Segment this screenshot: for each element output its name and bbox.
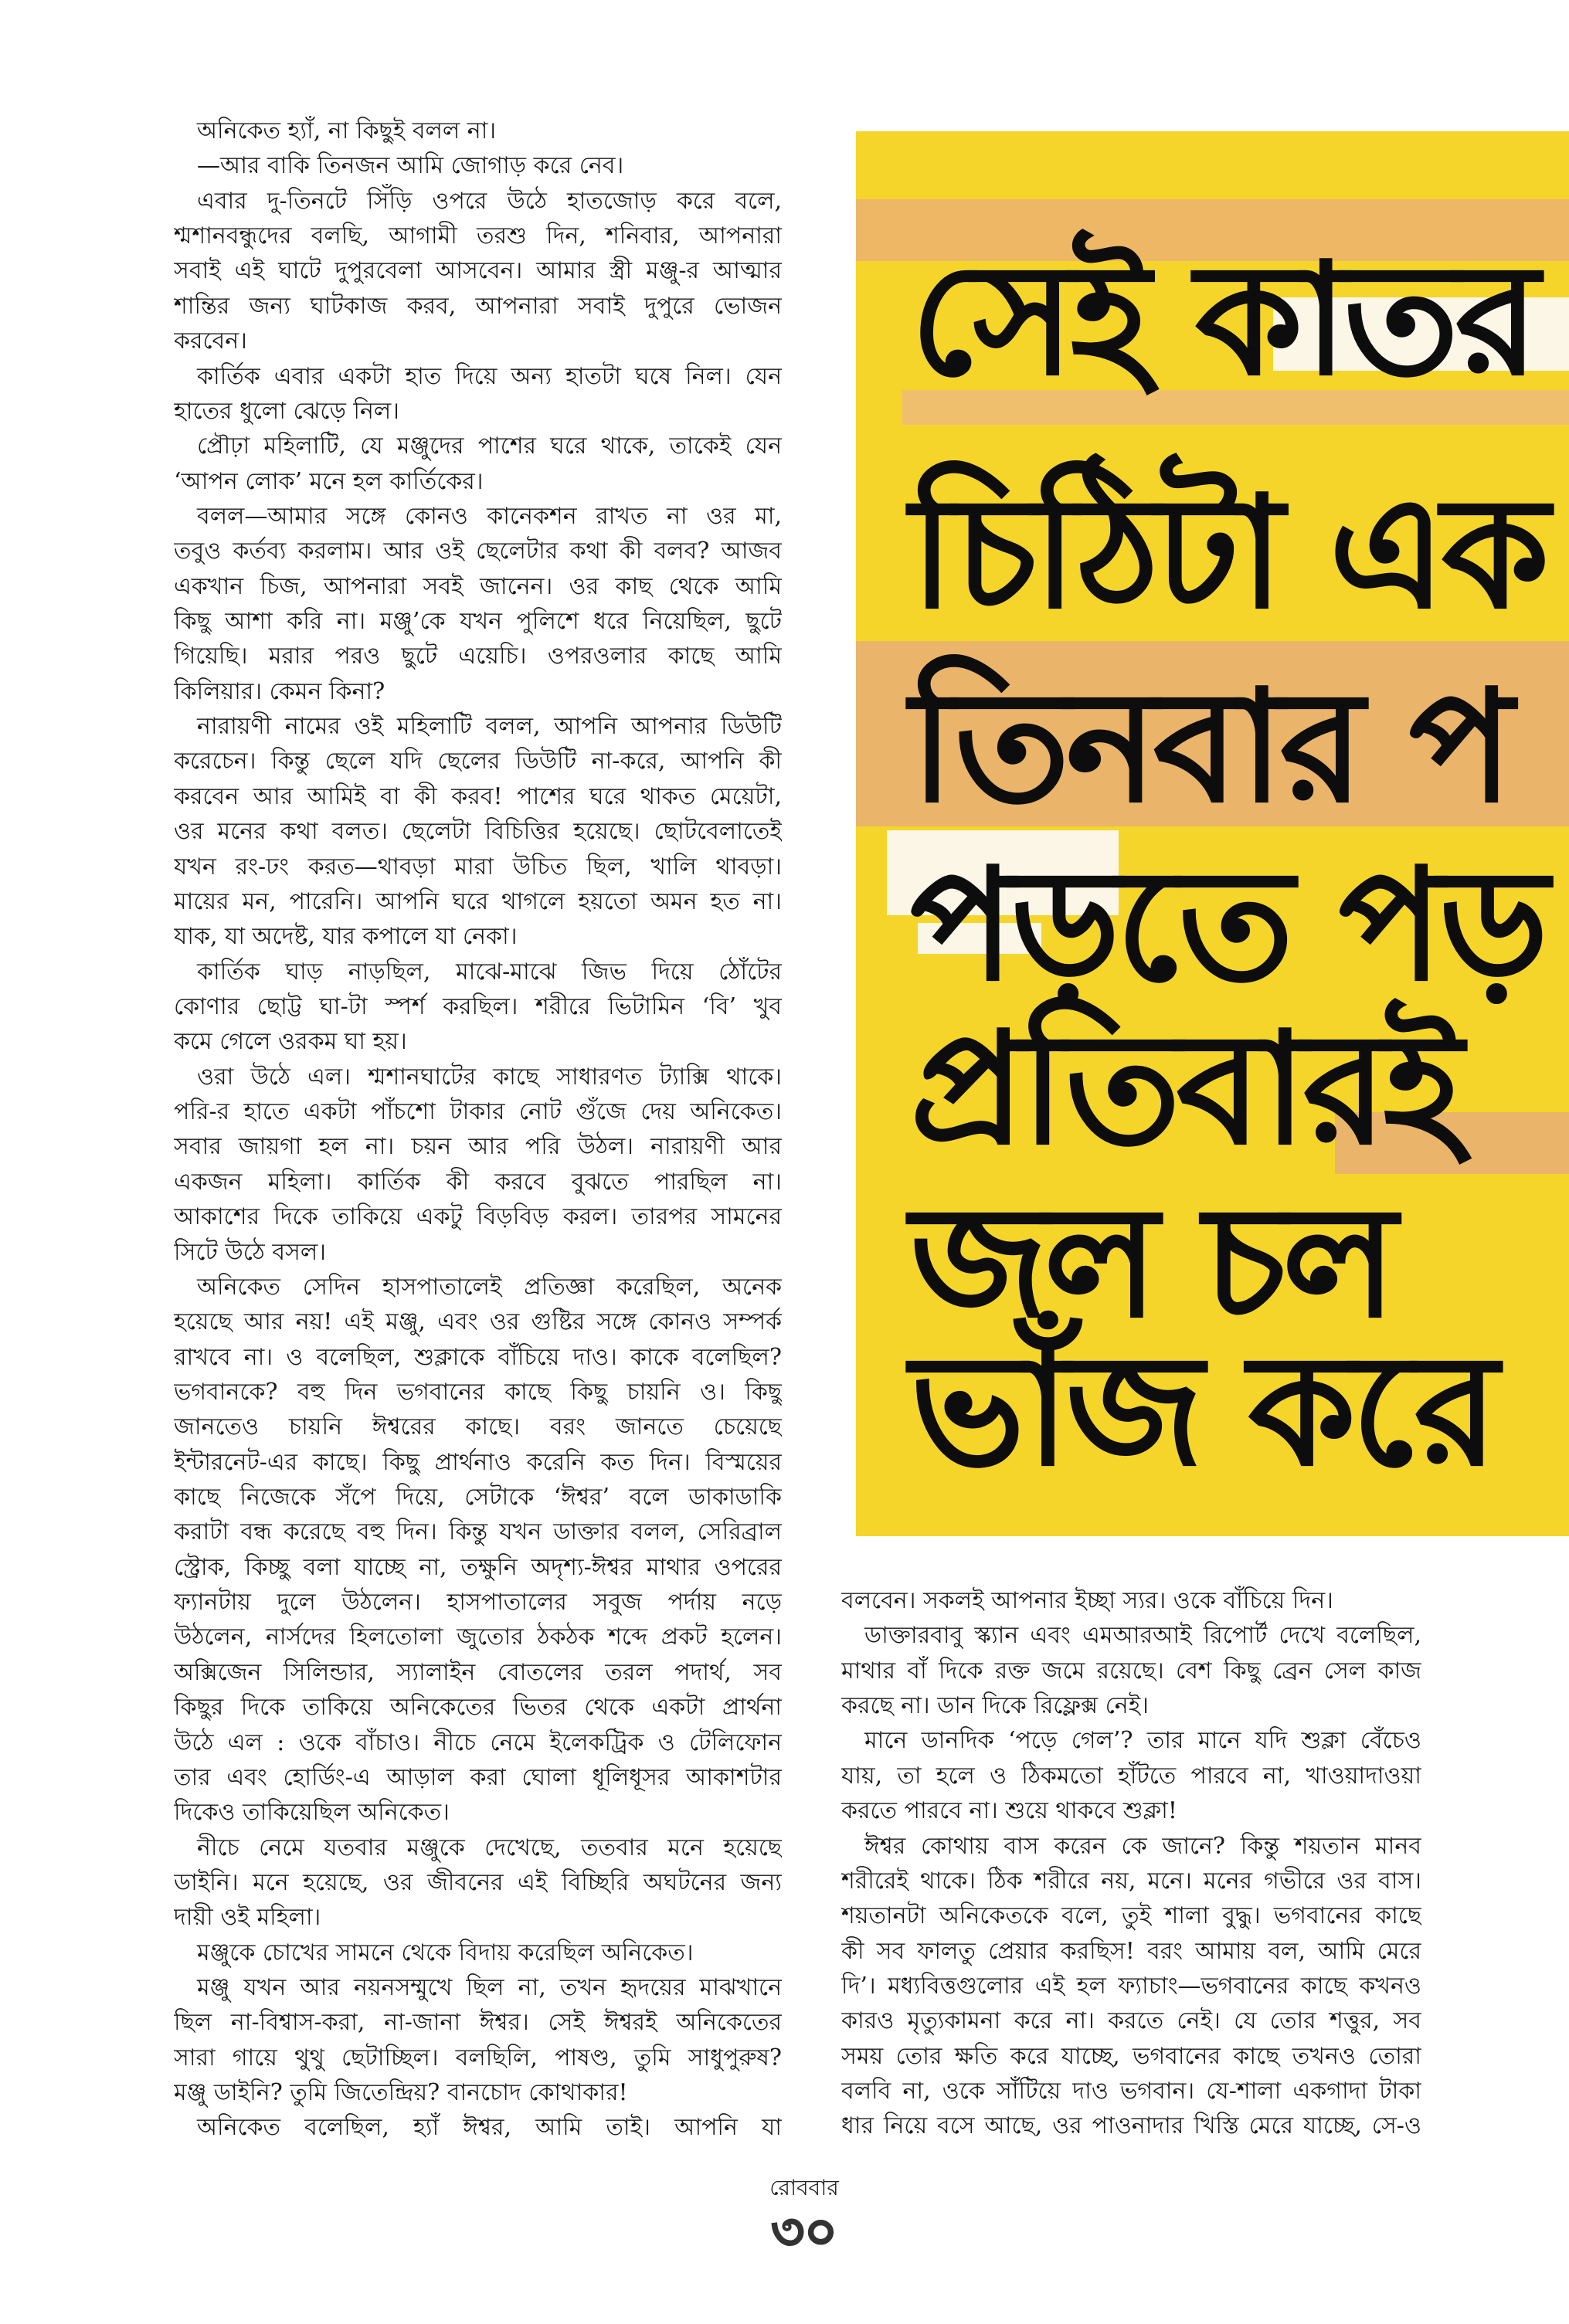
text-line: সিটে উঠে বসল। [174,1238,326,1266]
text-line: সবার জায়গা হল না। চয়ন আর পরি উঠল। নারায়ণী আর [174,1133,782,1161]
text-line: ডাক্তারবাবু স্ক্যান এবং এমআরআই রিপোর্ট দেখে বলেছিল, [864,1622,1421,1650]
text-line: মানে ডানদিক ‘পড়ে গেল’? তার মানে যদি শুক্লা বেঁচেও [864,1727,1421,1755]
text-line: সময় তোর ক্ষতি করে যাচ্ছে, ভগবানের কাছে তখনও তোরা [841,2042,1421,2070]
illustration-lettering-line: চিঠিটা এক [910,463,1545,643]
text-line: মায়ের মন, পারেনি। আপনি ঘরে থাগলে হয়তো অমন হত না। [174,887,782,915]
text-line: নীচে নেমে যতবার মঞ্জুকে দেখেছে, ততবার মনে হয়েছে [197,1834,782,1861]
text-line: দিকেও তাকিয়েছিল অনিকেত। [174,1799,450,1827]
illustration-lettering-artwork [856,131,1569,1536]
text-line: জানতেও চায়নি ঈশ্বরের কাছে। বরং জানতে চেয়েছে [174,1413,782,1441]
article-right-column [841,1583,1421,2144]
text-line: হাতের ধুলো ঝেড়ে নিল। [174,397,399,425]
text-line: ওরা উঠে এল। শ্মশানঘাটের কাছে সাধারণত ট্যাক্সি থাকে। [197,1063,782,1091]
text-line: সবাই এই ঘাটে দুপুরবেলা আসবেন। আমার স্ত্রী মঞ্জু-র আত্মার [174,257,782,285]
text-line: কিলিয়ার। কেমন কিনা? [174,677,385,705]
text-line: উঠলেন, নার্সদের হিলতোলা জুতোর ঠকঠক শব্দে প্রকট হলেন। [174,1623,782,1651]
text-line: কিছু আশা করি না। মঞ্জু’কে যখন পুলিশে ধরে নিয়েছিল, ছুটে [174,608,782,636]
text-line: শান্তির জন্য ঘাটকাজ করব, আপনারা সবাই দুপুরে ভোজন [174,292,782,320]
text-line: দি’। মধ্যবিত্তগুলোর এই হল ফ্যাচাং—ভগবানের কাছে কখনও [841,1972,1421,2000]
text-line: শরীরেই থাকে। ঠিক শরীরে নয়, মনে। মনের গভীরে ওর বাস। [841,1867,1421,1895]
text-line: ইন্টারনেট-এর কাছে। কিছু প্রার্থনাও করেনি কত দিন। বিস্ময়ের [174,1448,782,1476]
text-line: দায়ী ওই মহিলা। [174,1904,321,1932]
illustration-lettering-line: প্রতিবারই [910,999,1459,1179]
text-line: গিয়েছি। মরার পরও ছুটে এয়েচি। ওপরওলার কাছে আমি [174,643,782,670]
text-line: অনিকেত বলেছিল, হ্যাঁ ঈশ্বর, আমি তাই। আপনি যা [197,2114,782,2142]
text-line: বলবেন। সকলই আপনার ইচ্ছা স্যর। ওকে বাঁচিয়ে দিন। [841,1587,1333,1614]
text-line: ধার নিয়ে বসে আছে, ওর পাওনাদার খিস্তি মেরে যাচ্ছে, সে-ও [841,2112,1421,2140]
text-line: রাখবে না। ও বলেছিল, শুক্লাকে বাঁচিয়ে দাও। কাকে বলেছিল? [174,1343,782,1371]
text-line: বলল—আমার সঙ্গে কোনও কানেকশন রাখত না ওর মা, [197,502,782,530]
text-line: মঞ্জুকে চোখের সামনে থেকে বিদায় করেছিল অনিকেত। [197,1939,694,1966]
magazine-name: রোববার [769,2175,839,2200]
text-line: যখন রং-ঢং করত—থাবড়া মারা উচিত ছিল, খালি থাবড়া। [174,853,782,880]
text-line: একজন মহিলা। কার্তিক কী করবে বুঝতে পারছিল না। [174,1168,782,1196]
text-line: ছিল না-বিশ্বাস-করা, না-জানা ঈশ্বর। সেই ঈশ্বরই অনিকেতের [174,2009,782,2037]
text-line: পরি-র হাতে একটা পাঁচশো টাকার নোট গুঁজে দেয় অনিকেত। [174,1098,782,1126]
text-line: ওর মনের কথা বলত। ছেলেটা বিচিত্তির হয়েছে। ছোটবেলাতেই [174,818,782,846]
text-line: হয়েছে আর নয়! এই মঞ্জু, এবং ওর গুষ্টির সঙ্গে কোনও সম্পর্ক [174,1308,782,1336]
text-line: একখান চিজ, আপনারা সবই জানেন। ওর কাছ থেকে আমি [174,572,782,600]
text-line: নারায়ণী নামের ওই মহিলাটি বলল, আপনি আপনার ডিউটি [197,713,782,741]
text-line: উঠে এল : ওকে বাঁচাও। নীচে নেমে ইলেকট্রিক ও টেলিফোন [174,1729,782,1756]
article-left-column [174,114,782,2146]
text-line: কোণার ছোট্ট ঘা-টা স্পর্শ করছিল। শরীরে ভিটামিন ‘বি’ খুব [174,992,782,1020]
text-line: ফ্যানটায় দুলে উঠলেন। হাসপাতালের সবুজ পর্দায় নড়ে [174,1589,782,1617]
text-line: করবেন। [174,327,247,355]
text-line: সারা গায়ে থুথু ছেটাচ্ছিল। বলছিলি, পাষণ্ড, তুমি সাধুপুরুষ? [174,2044,782,2071]
text-line: প্রৌঢ়া মহিলাটি, যে মঞ্জুদের পাশের ঘরে থাকে, তাকেই যেন [197,433,782,460]
text-line: কার্তিক এবার একটা হাত দিয়ে অন্য হাতটা ঘষে নিল। যেন [197,362,782,390]
text-line: ঈশ্বর কোথায় বাস করেন কে জানে? কিন্তু শয়তান মানব [864,1832,1421,1860]
text-line: মাথার বাঁ দিকে রক্ত জমে রয়েছে। বেশ কিছু ব্রেন সেল কাজ [841,1657,1421,1684]
text-line: কার্তিক ঘাড় নাড়ছিল, মাঝে-মাঝে জিভ দিয়ে ঠোঁটের [197,958,782,986]
illustration-lettering-line: সেই কাতর [910,230,1535,410]
text-line: বলবি না, ওকে সাঁটিয়ে দাও ভগবান। যে-শালা একগাদা টাকা [841,2078,1421,2105]
text-line: অনিকেত সেদিন হাসপাতালেই প্রতিজ্ঞা করেছিল, অনেক [197,1273,782,1301]
text-line: তবুও কর্তব্য করলাম। আর ওই ছেলেটার কথা কী বলব? আজব [174,538,782,565]
text-line: করবেন আর আমিই বা কী করব! পাশের ঘরে থাকত মেয়েটা, [174,782,782,810]
text-line: —আর বাকি তিনজন আমি জোগাড় করে নেব। [197,152,624,180]
text-line: ভগবানকে? বহু দিন ভগবানের কাছে কিছু চায়নি ও। কিছু [174,1378,782,1406]
text-line: কারও মৃত্যুকামনা করে না। করতে নেই। যে তোর শত্তুর, সব [841,2007,1421,2035]
text-line: করাটা বন্ধ করেছে বহু দিন। কিন্তু যখন ডাক্তার বলল, সেরিব্রাল [174,1518,782,1546]
text-line: কমে গেলে ওরকম ঘা হয়। [174,1028,407,1056]
text-line: শয়তানটা অনিকেতকে বলে, তুই শালা বুদ্ধু। ভগবানের কাছে [841,1902,1421,1930]
text-line: কী সব ফালতু প্রেয়ার করছিস! বরং আমায় বল, আমি মেরে [841,1937,1421,1965]
page-number: ৩০ [771,2202,837,2261]
text-line: করেচেন। কিন্তু ছেলে যদি ছেলের ডিউটি না-করে, আপনি কী [174,748,782,775]
illustration-lettering-line: তিনবার প [910,657,1510,837]
text-line: ডাইনি। মনে হয়েছে, ওর জীবনের এই বিচ্ছিরি অঘটনের জন্য [174,1868,782,1896]
illustration-lettering-line: জল চল [910,1172,1393,1352]
text-line: অনিকেত হ্যাঁ, না কিছুই বলল না। [197,117,497,144]
illustration-lettering-line: ভাঁজ করে [910,1321,1494,1501]
text-line: ‘আপন লোক’ মনে হল কার্তিকের। [174,467,484,495]
text-line: কাছে নিজেকে সঁপে দিয়ে, সেটাকে ‘ঈশ্বর’ বলে ডাকাডাকি [174,1484,782,1511]
text-line: করতে পারবে না। শুয়ে থাকবে শুক্লা! [841,1797,1177,1825]
text-line: আকাশের দিকে তাকিয়ে একটু বিড়বিড় করল। তারপর সামনের [174,1203,782,1231]
text-line: যায়, তা হলে ও ঠিকমতো হাঁটতে পারবে না, খাওয়াদাওয়া [841,1762,1421,1790]
text-line: অক্সিজেন সিলিন্ডার, স্যালাইন বোতলের তরল পদার্থ, সব [174,1658,782,1686]
text-line: স্ট্রোক, কিচ্ছু বলা যাচ্ছে না, তক্ষুনি অদৃশ্য-ঈশ্বর মাথার ওপরের [174,1553,782,1581]
illustration-lettering-line: পড়তে পড় [910,836,1545,1016]
text-line: শ্মশানবন্ধুদের বলছি, আগামী তরশু দিন, শনিবার, আপনারা [174,222,782,250]
text-line: কিছুর দিকে তাকিয়ে অনিকেতের ভিতর থেকে একটা প্রার্থনা [174,1694,782,1722]
text-line: করছে না। ডান দিকে রিফ্লেক্স নেই। [841,1692,1150,1720]
text-line: এবার দু-তিনটে সিঁড়ি ওপরে উঠে হাতজোড় করে বলে, [197,187,782,215]
text-line: যাক, যা অদেষ্ট, যার কপালে যা নেকা। [174,923,518,951]
text-line: মঞ্জু ডাইনি? তুমি জিতেন্দ্রিয়? বানচোদ কোথাকার! [174,2079,628,2107]
text-line: তার এবং হোর্ডিং-এ আড়াল করা ঘোলা ধূলিধূসর আকাশটার [174,1763,782,1791]
text-line: মঞ্জু যখন আর নয়নসম্মুখে ছিল না, তখন হৃদয়ের মাঝখানে [197,1974,782,2002]
